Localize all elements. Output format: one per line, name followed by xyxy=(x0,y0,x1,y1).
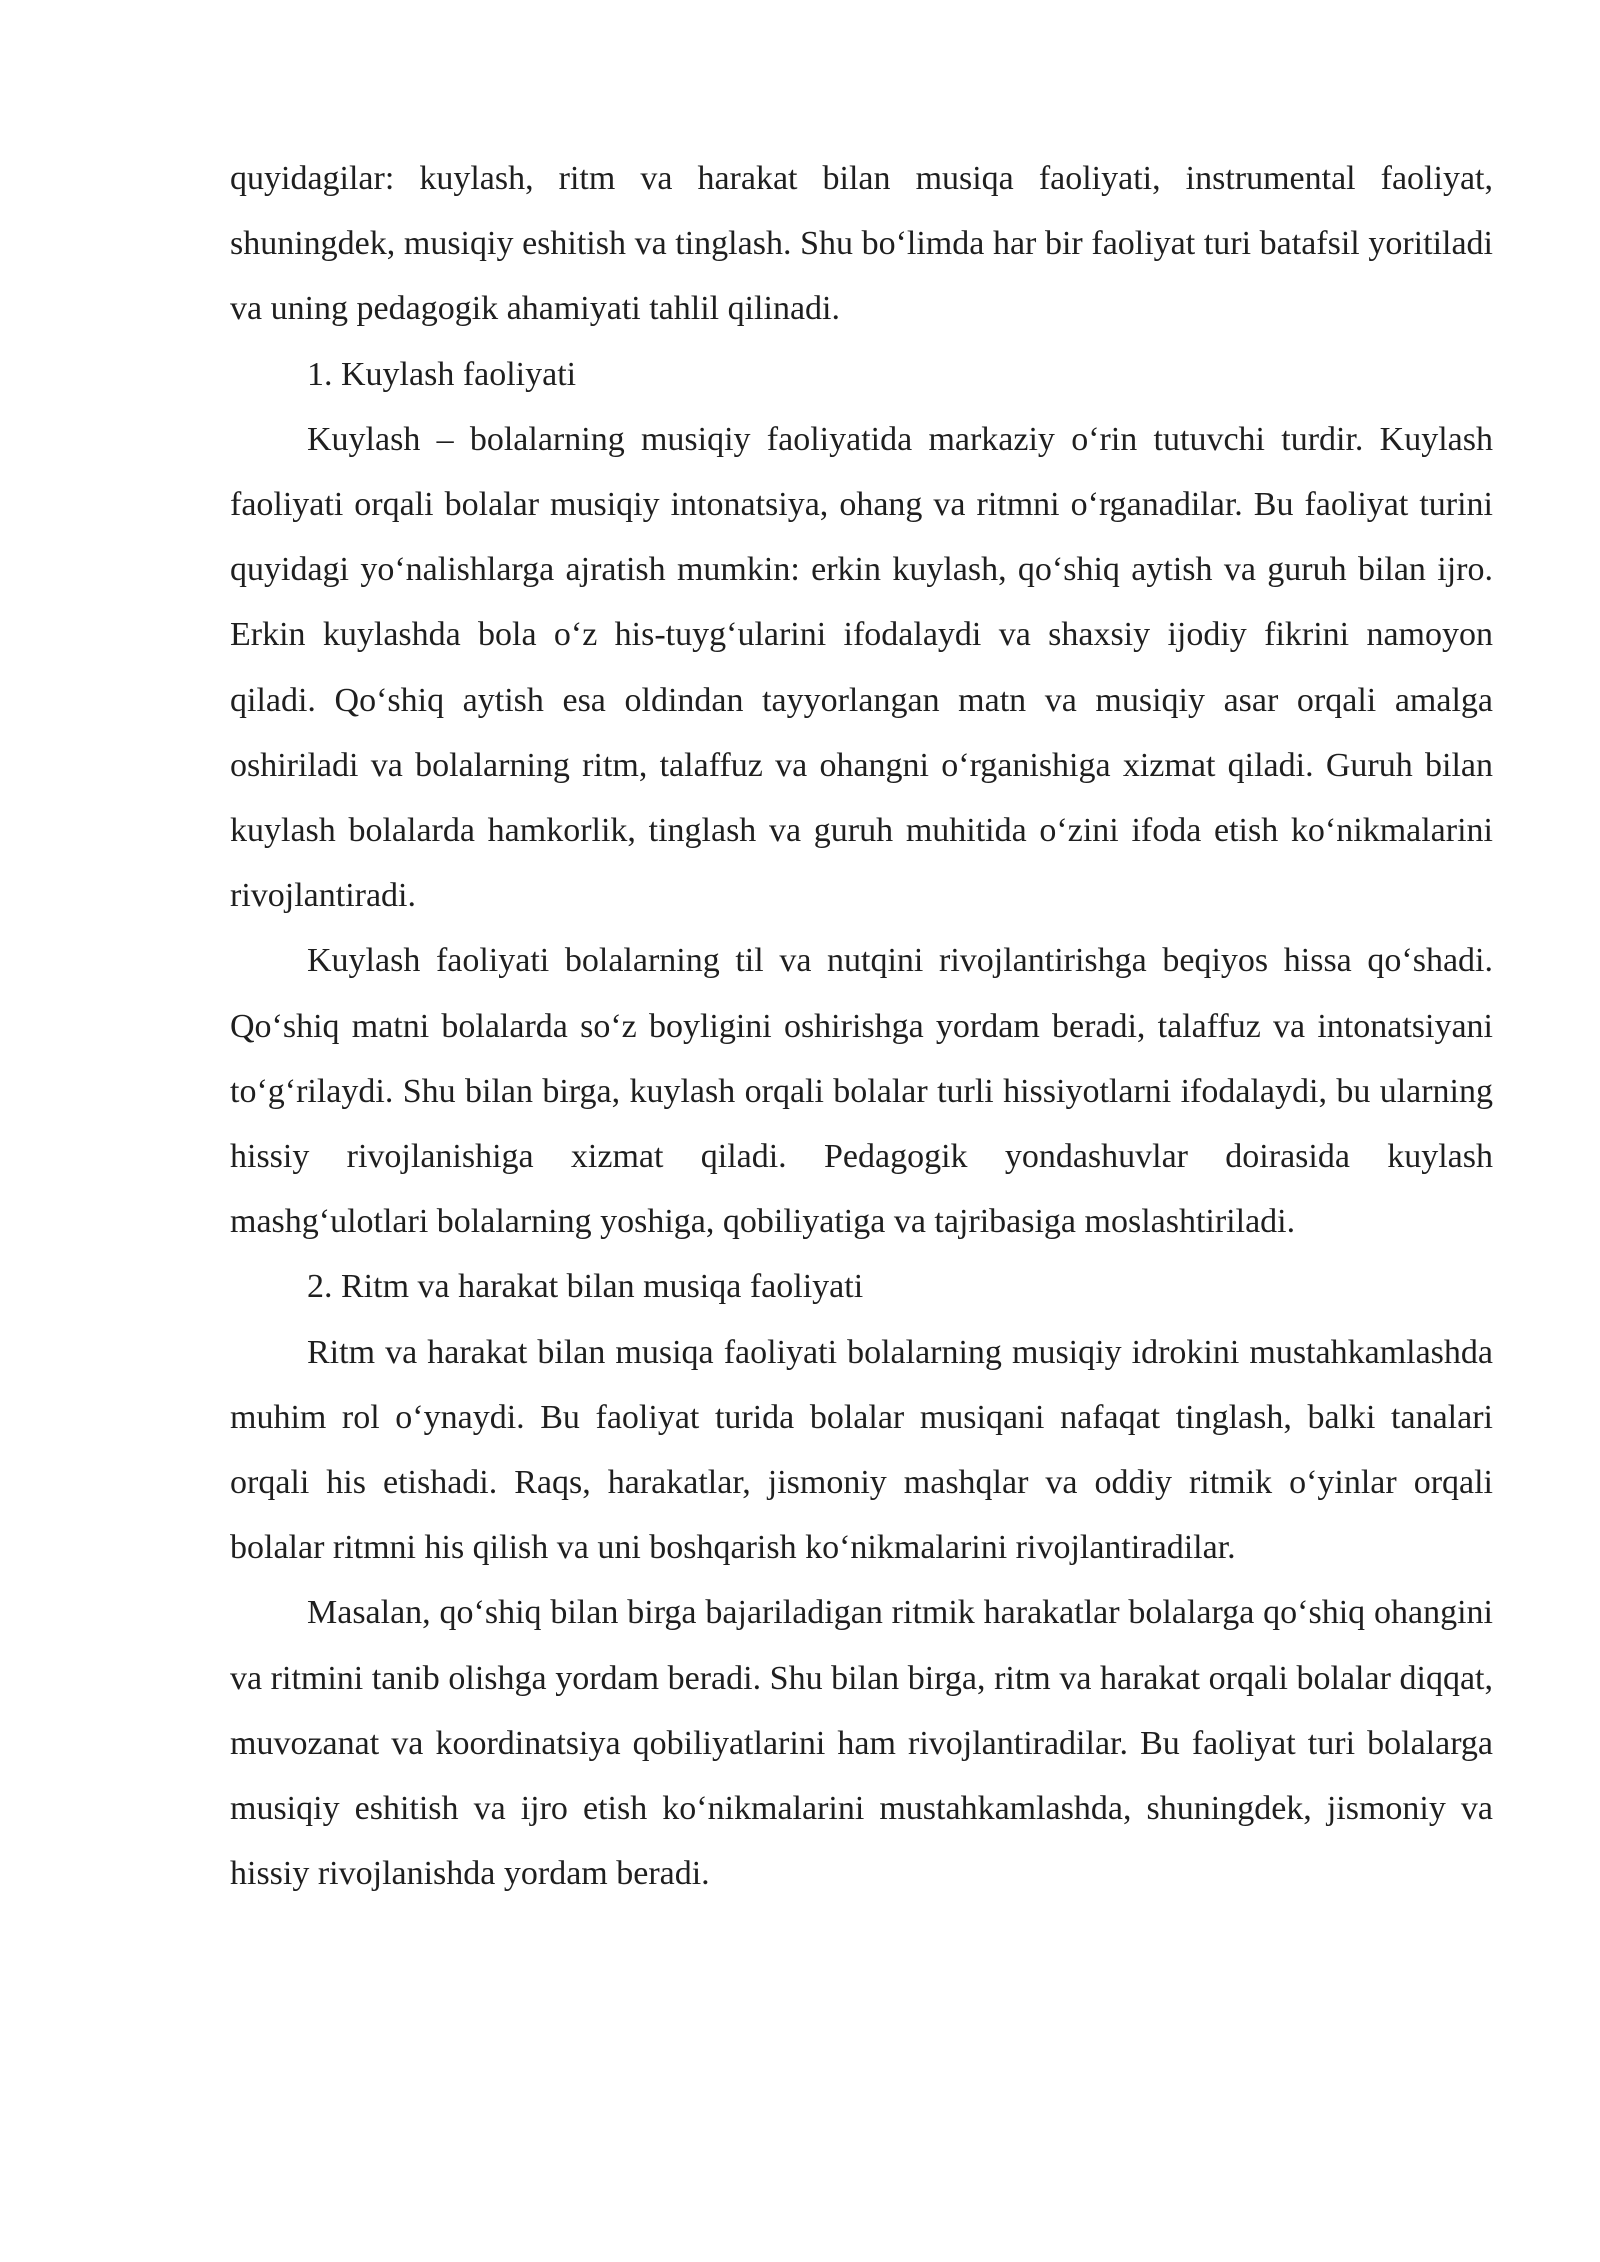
section-heading-singing: 1. Kuylash faoliyati xyxy=(307,355,577,393)
section-heading-rhythm: 2. Ritm va harakat bilan musiqa faoliyati xyxy=(307,1268,864,1306)
singing-paragraph-2: Kuylash faoliyati bolalarning til va nutqini rivojlantirishga beqiyos hissa qo‘shadi. Qo‘shiq matni bolalarda so‘z boyligini oshirishga yordam beradi, talaffuz va intonatsiyani to‘g‘rilaydi. Shu bilan birga, kuylash orqali bolalar turli hissiyotlarni ifodalaydi, bu ularning hissiy rivojlanishiga xizmat qiladi. Pedagogik yondashuvlar doirasida kuylash mashg‘ulotlari bolalarning yoshiga, qobiliyatiga va tajribasiga moslashtiriladi. xyxy=(230,942,1493,1241)
rhythm-paragraph-2: Masalan, qo‘shiq bilan birga bajariladigan ritmik harakatlar bolalarga qo‘shiq ohangini va ritmini tanib olishga yordam beradi. Shu bilan birga, ritm va harakat orqali bolalar diqqat, muvozanat va koordinatsiya qobiliyatlarini ham rivojlantiradilar. Bu faoliyat turi bolalarga musiqiy eshitish va ijro etish ko‘nikmalarini mustahkamlashda, shuningdek, jismoniy va hissiy rivojlanishda yordam beradi. xyxy=(230,1594,1493,1893)
rhythm-paragraph-1: Ritm va harakat bilan musiqa faoliyati bolalarning musiqiy idrokini mustahkamlashda muhim rol o‘ynaydi. Bu faoliyat turida bolalar musiqani nafaqat tinglash, balki tanalari orqali his etishadi. Raqs, harakatlar, jismoniy mashqlar va oddiy ritmik o‘yinlar orqali bolalar ritmni his qilish va uni boshqarish ko‘nikmalarini rivojlantiradilar. xyxy=(230,1333,1493,1567)
document-page xyxy=(230,146,1493,1906)
intro-paragraph: quyidagilar: kuylash, ritm va harakat bilan musiqa faoliyati, instrumental faoliyat, shuningdek, musiqiy eshitish va tinglash. Shu bo‘limda har bir faoliyat turi batafsil yoritiladi va uning pedagogik ahamiyati tahlil qilinadi. xyxy=(230,160,1493,328)
singing-paragraph-1: Kuylash – bolalarning musiqiy faoliyatida markaziy o‘rin tutuvchi turdir. Kuylash faoliyati orqali bolalar musiqiy intonatsiya, ohang va ritmni o‘rganadilar. Bu faoliyat turini quyidagi yo‘nalishlarga ajratish mumkin: erkin kuylash, qo‘shiq aytish va guruh bilan ijro. Erkin kuylashda bola o‘z his-tuyg‘ularini ifodalaydi va shaxsiy ijodiy fikrini namoyon qiladi. Qo‘shiq aytish esa oldindan tayyorlangan matn va musiqiy asar orqali amalga oshiriladi va bolalarning ritm, talaffuz va ohangni o‘rganishiga xizmat qiladi. Guruh bilan kuylash bolalarda hamkorlik, tinglash va guruh muhitida o‘zini ifoda etish ko‘nikmalarini rivojlantiradi. xyxy=(230,420,1493,915)
